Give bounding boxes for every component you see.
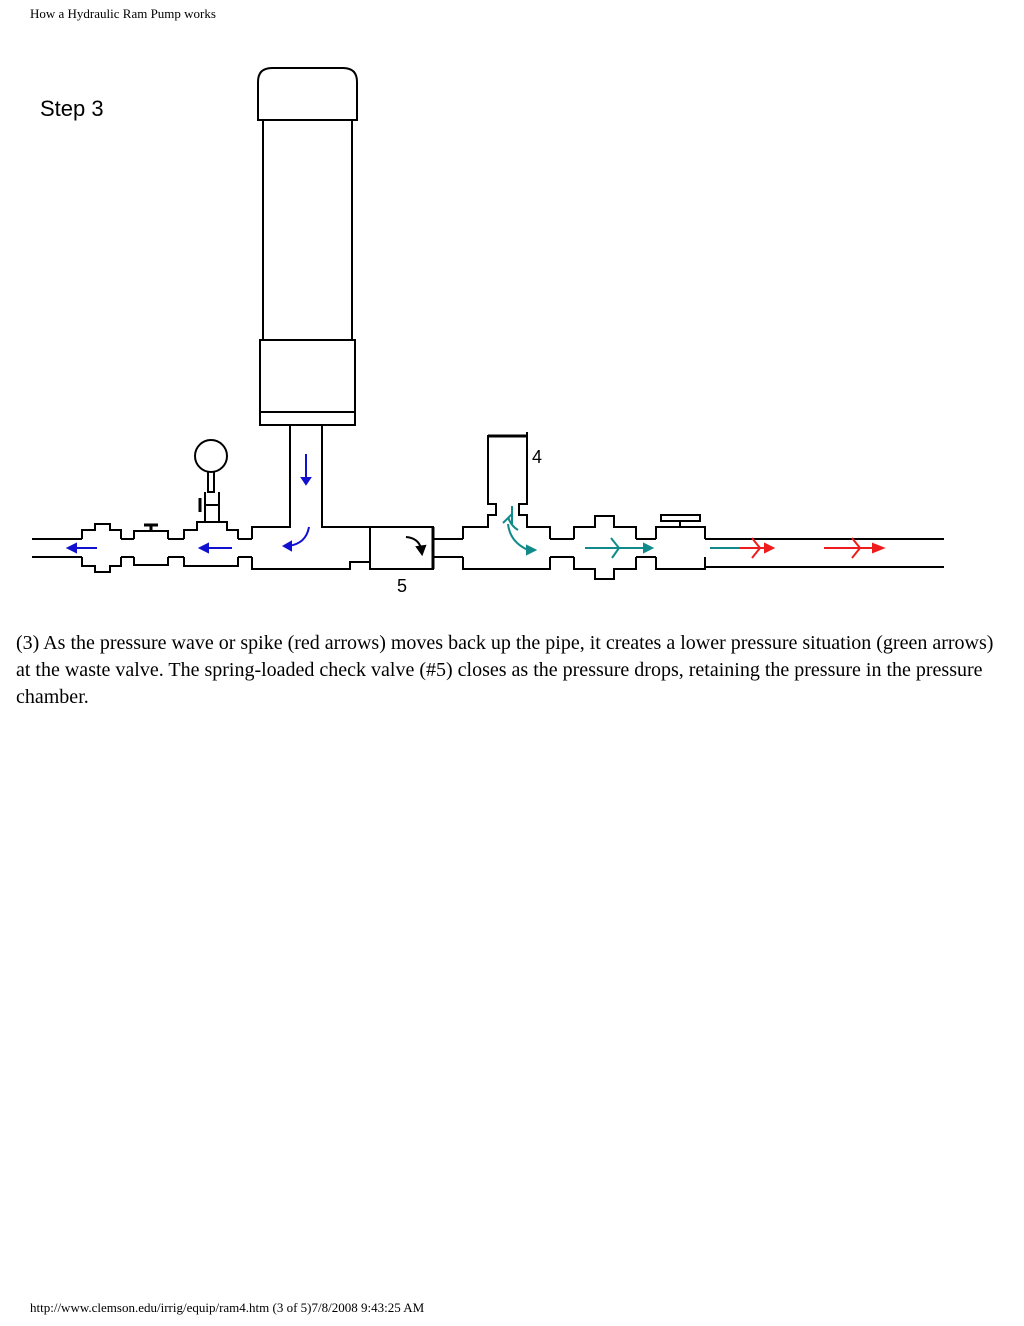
gauge-stem bbox=[205, 505, 219, 522]
label-waste-valve: 4 bbox=[532, 447, 543, 467]
page-footer: http://www.clemson.edu/irrig/equip/ram4.htm (3 of 5)7/8/2008 9:43:25 AM bbox=[30, 1300, 425, 1315]
chamber-base bbox=[260, 412, 355, 425]
page-header: How a Hydraulic Ram Pump works bbox=[30, 6, 216, 21]
outlet-valve-handle bbox=[661, 515, 700, 521]
pipe-seg-5 bbox=[550, 539, 574, 557]
main-tee bbox=[252, 425, 370, 569]
check-valve-arrow bbox=[406, 537, 425, 554]
chamber-cap bbox=[258, 68, 357, 120]
ram-pump-svg bbox=[0, 60, 1024, 610]
outlet-gate-valve bbox=[656, 527, 705, 569]
pressure-gauge bbox=[195, 440, 227, 472]
delivery-pipe bbox=[705, 539, 944, 567]
caption-paragraph: (3) As the pressure wave or spike (red arrows) moves back up the pipe, it creates a lower pressure situation (green arrows) at the waste valve. The spring-loaded check valve (#5) closes as the pressure drops, retaining the pressure in the pressure chamber. bbox=[16, 632, 994, 708]
label-check-valve: 5 bbox=[397, 576, 408, 596]
step-label: Step 3 bbox=[40, 96, 104, 121]
ram-pump-diagram bbox=[0, 60, 1024, 610]
pipe-seg-1 bbox=[121, 539, 134, 557]
pipe-seg-3 bbox=[238, 539, 252, 557]
left-gate-valve bbox=[134, 531, 168, 565]
pump-outline bbox=[32, 68, 944, 579]
red-arrows bbox=[740, 538, 883, 558]
gauge-tee bbox=[184, 522, 238, 566]
gauge-neck bbox=[205, 472, 219, 505]
teal-arrows bbox=[503, 506, 652, 558]
pipe-seg-2 bbox=[168, 539, 184, 557]
blue-arrows bbox=[68, 454, 310, 552]
pipe-seg-4 bbox=[433, 539, 463, 557]
pressure-chamber bbox=[260, 120, 355, 412]
